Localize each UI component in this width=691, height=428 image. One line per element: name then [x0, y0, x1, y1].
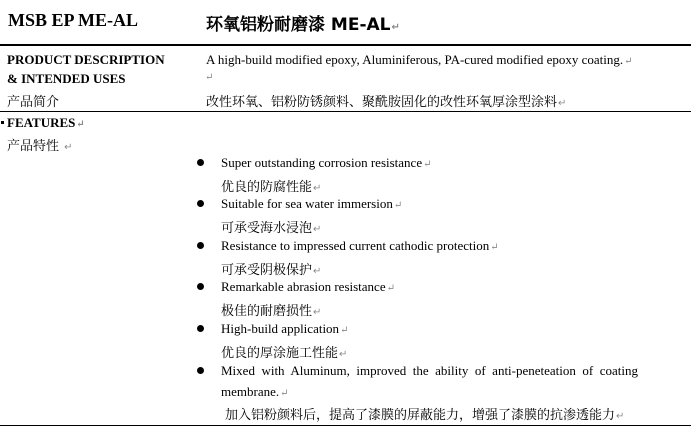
paragraph-mark-icon: ↵ — [313, 224, 322, 235]
feature-item-en — [221, 196, 402, 212]
paragraph-mark-icon: ↵ — [558, 98, 567, 109]
header-divider — [0, 44, 691, 46]
paragraph-mark-icon: ↵ — [313, 266, 322, 277]
feature-item-en-line2 — [221, 384, 289, 400]
paragraph-mark-icon: ↵ — [280, 388, 289, 399]
paragraph-mark-icon: ↵ — [313, 183, 322, 194]
feature-item-zh — [221, 176, 321, 195]
feature-item-zh — [221, 217, 321, 236]
features-label-text: FEATURES — [7, 115, 76, 130]
feature-item-zh — [221, 259, 321, 278]
description-label-line2: & INTENDED USES — [7, 71, 126, 86]
feature-text-zh: 优良的防腐性能 — [221, 180, 313, 195]
feature-text-zh: 优良的厚涂施工性能 — [221, 346, 339, 361]
description-text-en-value: A high-build modified epoxy, Aluminiferous, PA-cured modified epoxy coating. — [206, 52, 624, 67]
paragraph-mark-icon: ↵ — [386, 283, 395, 294]
section-bullet-icon — [1, 121, 4, 124]
feature-text: Mixed with Aluminum, improved the ability of anti-peneteation of coating — [221, 363, 639, 378]
feature-text: Resistance to impressed current cathodic protection — [221, 238, 490, 253]
feature-item-en — [221, 238, 499, 254]
feature-text-zh: 极佳的耐磨损性 — [221, 304, 313, 319]
product-title-zh — [206, 10, 400, 35]
feature-text: Suitable for sea water immersion — [221, 196, 393, 211]
features-label-zh — [7, 135, 73, 154]
feature-text-zh: 加入铝粉颜料后，提高了漆膜的屏蔽能力，增强了漆膜的抗渗透能力 — [225, 408, 616, 423]
bottom-divider — [0, 425, 691, 426]
feature-item-en — [221, 279, 395, 295]
feature-text-zh: 可承受阴极保护 — [221, 263, 313, 278]
feature-text: High-build application — [221, 321, 340, 336]
feature-text: Super outstanding corrosion resistance — [221, 155, 423, 170]
paragraph-mark-icon: ↵ — [313, 307, 322, 318]
description-text-zh-value: 改性环氧、铝粉防锈颜料、聚酰胺固化的改性环氧厚涂型涂料 — [206, 95, 558, 110]
bullet-icon — [197, 159, 204, 166]
description-text-en — [206, 52, 633, 68]
feature-item-zh — [221, 300, 321, 319]
feature-item-zh — [221, 342, 347, 361]
product-title-zh-text: 环氧铝粉耐磨漆 ME-AL — [206, 15, 391, 35]
bullet-icon — [197, 242, 204, 249]
description-label-zh: 产品简介 — [7, 95, 60, 110]
section-divider — [0, 111, 691, 112]
bullet-icon — [197, 283, 204, 290]
bullet-icon — [197, 200, 204, 207]
feature-item-zh — [225, 404, 624, 423]
paragraph-mark-icon: ↵ — [616, 411, 625, 422]
bullet-icon — [197, 367, 204, 374]
paragraph-mark-icon: ↵ — [340, 325, 349, 336]
paragraph-mark-icon: ↵ — [64, 142, 73, 153]
feature-item-en — [221, 155, 431, 171]
product-code: MSB EP ME-AL — [8, 10, 139, 30]
feature-text: Remarkable abrasion resistance — [221, 279, 386, 294]
bullet-icon — [197, 325, 204, 332]
description-label-line1: PRODUCT DESCRIPTION — [7, 52, 165, 67]
paragraph-mark-icon: ↵ — [391, 22, 400, 33]
feature-text-zh: 可承受海水浸泡 — [221, 221, 313, 236]
paragraph-mark-icon: ↵ — [624, 56, 633, 67]
features-label-zh-text: 产品特性 — [7, 139, 60, 154]
feature-item-en-line1 — [221, 363, 638, 379]
paragraph-mark-icon: ↵ — [205, 72, 214, 83]
paragraph-mark-icon: ↵ — [490, 242, 499, 253]
paragraph-mark-icon: ↵ — [423, 159, 432, 170]
features-label — [7, 115, 85, 131]
paragraph-mark-icon: ↵ — [393, 200, 403, 211]
paragraph-mark-icon: ↵ — [339, 349, 348, 360]
paragraph-mark-icon: ↵ — [76, 119, 85, 130]
feature-text: membrane. — [221, 384, 280, 399]
feature-item-en — [221, 321, 348, 337]
description-text-zh — [206, 91, 566, 110]
